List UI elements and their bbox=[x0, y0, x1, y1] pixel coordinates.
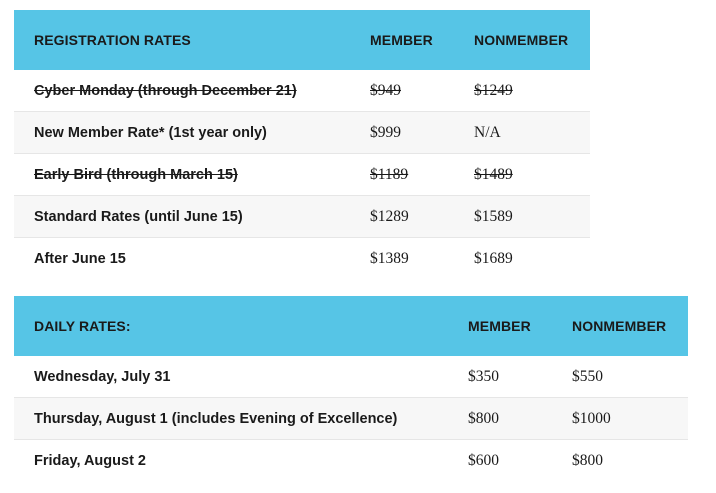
nonmember-price: $1689 bbox=[474, 249, 513, 267]
member-price: $949 bbox=[370, 81, 401, 99]
nonmember-price: $550 bbox=[572, 367, 603, 385]
table-row bbox=[14, 112, 590, 154]
member-column-header: MEMBER bbox=[370, 32, 433, 48]
daily-rates-title: DAILY RATES: bbox=[34, 318, 131, 334]
table-row bbox=[14, 70, 590, 112]
nonmember-column-header: NONMEMBER bbox=[474, 32, 569, 48]
nonmember-price: $1000 bbox=[572, 409, 611, 427]
member-column-header: MEMBER bbox=[468, 318, 531, 334]
rate-label: Cyber Monday (through December 21) bbox=[34, 82, 297, 99]
table-row bbox=[14, 154, 590, 196]
table-row bbox=[14, 238, 590, 279]
registration-rates-title: REGISTRATION RATES bbox=[34, 32, 191, 48]
member-price: $999 bbox=[370, 123, 401, 141]
nonmember-column-header: NONMEMBER bbox=[572, 318, 667, 334]
rate-label: Friday, August 2 bbox=[34, 452, 146, 469]
member-price: $800 bbox=[468, 409, 499, 427]
rate-label: Wednesday, July 31 bbox=[34, 368, 171, 385]
member-price: $1189 bbox=[370, 165, 409, 183]
rate-label: Thursday, August 1 (includes Evening of Excellence) bbox=[34, 410, 398, 427]
member-price: $600 bbox=[468, 451, 499, 469]
member-price: $1289 bbox=[370, 207, 409, 225]
nonmember-price: $1589 bbox=[474, 207, 513, 225]
nonmember-price: $800 bbox=[572, 451, 603, 469]
registration-rates-header bbox=[14, 10, 590, 70]
daily-rates-header bbox=[14, 296, 688, 356]
rate-label: New Member Rate* (1st year only) bbox=[34, 124, 267, 141]
rate-label: After June 15 bbox=[34, 250, 126, 267]
table-row bbox=[14, 196, 590, 238]
table-row bbox=[14, 356, 688, 398]
member-price: $350 bbox=[468, 367, 499, 385]
rate-label: Early Bird (through March 15) bbox=[34, 166, 238, 183]
nonmember-price: $1489 bbox=[474, 165, 513, 183]
member-price: $1389 bbox=[370, 249, 409, 267]
table-row bbox=[14, 398, 688, 440]
registration-rates-table bbox=[14, 10, 590, 279]
rate-label: Standard Rates (until June 15) bbox=[34, 208, 243, 225]
table-row bbox=[14, 440, 688, 481]
nonmember-price: N/A bbox=[474, 123, 501, 141]
daily-rates-table bbox=[14, 296, 688, 481]
nonmember-price: $1249 bbox=[474, 81, 513, 99]
